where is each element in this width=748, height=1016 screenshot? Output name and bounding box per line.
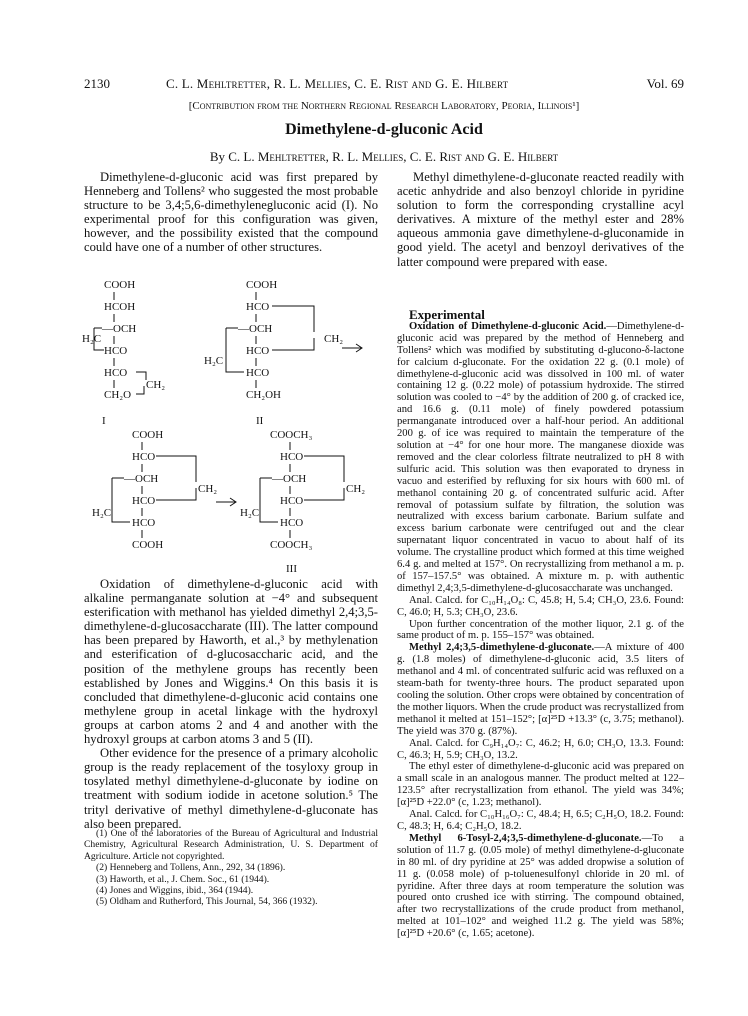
- running-header: [84, 76, 684, 92]
- struct-III-c5: HCO: [280, 517, 304, 529]
- exp-tosyl-text: —To a solution of 11.7 g. (0.05 mole) of methyl dimethylene-d-gluconate in 80 ml. of dry pyridine at 25° was added dropwise a solution of 11 g. (0.058 mole) of p-toluenesulfonyl chloride in 20 ml. of pyridine. After three days at room temperature the solution was poured onto crushed ice with stirring. The compound obtained, after two recrystallizations of the crude product from methanol, melted at 101–102° and weighed 11.2 g. The yield was 58%; [α]²⁵D +20.6° (c, 1.65; acetone).: [397, 832, 684, 940]
- structure-II: [204, 279, 362, 427]
- exp-oxidation-head: Oxidation of Dimethylene-d-gluconic Acid.: [409, 320, 607, 332]
- struct-II-label: II: [256, 415, 264, 427]
- structure-III: [240, 429, 365, 575]
- footnote-3: (3) Haworth, et al., J. Chem. Soc., 61 (1944).: [96, 873, 270, 885]
- structure-I: [82, 279, 165, 427]
- exp-tosyl: [397, 833, 684, 940]
- struct-acid-c1: COOH: [132, 429, 164, 441]
- struct-I-c4: HCO: [104, 345, 128, 357]
- struct-II-c2: HCO: [246, 301, 270, 313]
- header-authors: C. L. Mehltretter, R. L. Mellies, C. E. Rist and G. E. Hilbert: [166, 76, 509, 91]
- struct-II-c4: HCO: [246, 345, 270, 357]
- acyl-paragraph: Methyl dimethylene-d-gluconate reacted readily with acetic anhydride and also benzoyl chloride in pyridine solution to form the corresponding crystalline acyl derivatives. A mixture of the methyl ester and 28% aqueous ammonia gave dimethylene-d-gluconamide in good yield. The acetyl and benzoyl derivatives of the latter compound were prepared with ease.: [397, 170, 684, 269]
- struct-II-ch2: CH₂: [324, 333, 344, 345]
- footnote-2: (2) Henneberg and Tollens, Ann., 292, 34 (1896).: [96, 862, 286, 874]
- struct-I-rings: [94, 328, 146, 394]
- struct-III-ch2: CH₂: [346, 483, 366, 495]
- byline: [84, 149, 684, 165]
- struct-I-c3: —OCH: [102, 323, 137, 335]
- byline-by: By: [209, 149, 225, 164]
- arrow-icon: [216, 498, 236, 506]
- struct-I-c6: CH₂O: [104, 389, 132, 401]
- right-column-intro: [397, 170, 684, 269]
- struct-acid-c6: COOH: [132, 539, 164, 551]
- struct-III-c6: COOCH₃: [270, 539, 313, 551]
- footnotes: [84, 828, 378, 908]
- struct-I-c2: HCOH: [104, 301, 136, 313]
- footnote-1: (1) One of the laboratories of the Bureau of Agricultural and Industrial Chemistry, Agricultural Research Administration, U. S. Department of Agriculture. Article not copyrighted.: [84, 828, 378, 862]
- exp-methyl-anal: Anal. Calcd. for C₉H₁₄O₇: C, 46.2; H, 6.0; CH₃O, 13.3. Found: C, 46.3; H, 5.9; CH₃O, 13.2.: [397, 737, 684, 761]
- arrow-icon: [342, 344, 362, 352]
- struct-acid-h2c: H₂C: [92, 507, 112, 519]
- byline-names: C. L. Mehltretter, R. L. Mellies, C. E. Rist and G. E. Hilbert: [228, 149, 559, 164]
- struct-III-c3: —OCH: [272, 473, 307, 485]
- exp-methyl-text: —A mixture of 400 g. (1.8 moles) of dimethylene-d-gluconic acid, 3.5 liters of methanol and 4 ml. of concentrated sulfuric acid was refluxed on a steam-bath for twenty-three hours. The product separated upon cooling the solution. Other crops were obtained by concentration of the mother liquors. When the crude product was recrystallized from methanol it melted at 151–152°; [α]²⁵D +13.3° (c, 3.75; methanol). The yield was 370 g. (87%).: [397, 642, 684, 737]
- left-column-intro: [84, 170, 378, 255]
- struct-acid-c2: HCO: [132, 451, 156, 463]
- exp-tosyl-head: Methyl 6-Tosyl-2,4;3,5-dimethylene-d-gluconate.: [409, 832, 642, 844]
- exp-oxidation: [397, 321, 684, 595]
- article-title: Dimethylene-d-gluconic Acid: [285, 121, 483, 138]
- page-number: 2130: [84, 76, 110, 91]
- oxidation-paragraph: Oxidation of dimethylene-d-gluconic acid with alkaline permanganate solution at −4° and subsequent esterification with methanol has yielded dimethyl 2,4;3,5-dimethylene-d-glucosaccharate (III). The latter compound has been prepared by Haworth, et al.,³ by methylenation and esterification of d-glucosaccharic acid, and the position of the methylene groups has recently been established by Jones and Wiggins.⁴ On this basis it is concluded that dimethylene-d-gluconic acid contains one methylene group in acetal linkage with the hydroxyl groups at carbon atoms 2 and 4 and another with the hydroxyl groups at carbon atoms 3 and 5 (II).: [84, 577, 378, 747]
- struct-I-c5: HCO: [104, 367, 128, 379]
- struct-I-label: I: [102, 415, 106, 427]
- struct-III-h2c: H₂C: [240, 507, 260, 519]
- struct-acid-c5: HCO: [132, 517, 156, 529]
- intro-paragraph: Dimethylene-d-gluconic acid was first prepared by Henneberg and Tollens² who suggested the most probable structure to be 3,4;5,6-dimethylenegluconic acid (I). No experimental proof for this configuration was given, however, and the possibility existed that the compound could have one of a number of other structures.: [84, 170, 378, 255]
- experimental-heading: Experimental: [409, 307, 485, 322]
- contribution-note: [Contribution from the Northern Regional Research Laboratory, Peoria, Illinois¹]: [188, 100, 580, 112]
- exp-ethyl-anal: Anal. Calcd. for C₁₀H₁₆O₇: C, 48.4; H, 6.5; C₂H₅O, 18.2. Found: C, 48.3; H, 6.4; C₂H₅O, 18.2.: [397, 809, 684, 832]
- left-column-body: [84, 577, 378, 831]
- struct-II-c6: CH₂OH: [246, 389, 282, 401]
- experimental-section: [397, 309, 684, 940]
- struct-I-ch2: CH₂: [146, 379, 166, 391]
- struct-I-h2c: H₂C: [82, 333, 102, 345]
- struct-II-rings: [226, 306, 314, 372]
- exp-ethyl: The ethyl ester of dimethylene-d-gluconic acid was prepared on a small scale in an analogous manner. The product melted at 122–123.5° after recrystallization from ethanol. The yield was 34%; [α]²⁵D +22.0° (c, 1.23; methanol).: [397, 761, 684, 809]
- volume-label: Vol. 69: [646, 76, 684, 91]
- struct-II-c5: HCO: [246, 367, 270, 379]
- struct-III-c4: HCO: [280, 495, 304, 507]
- struct-acid-ch2: CH₂: [198, 483, 218, 495]
- struct-acid-rings: [112, 456, 196, 522]
- struct-I-c1: COOH: [104, 279, 136, 291]
- struct-II-h2c: H₂C: [204, 355, 224, 367]
- exp-oxidation-anal: Anal. Calcd. for C₁₀H₁₄O₈: C, 45.8; H, 5.4; CH₃O, 23.6. Found: C, 46.0; H, 5.3; CH₃O, 23.6.: [397, 594, 684, 618]
- exp-methyl: [397, 642, 684, 737]
- structural-formulas: [84, 270, 378, 578]
- exp-oxidation-text: —Dimethylene-d-gluconic acid was prepared by the method of Henneberg and Tollens² which was modified by substituting d-glucono-δ-lactone for calcium d-gluconate. For the oxidation 22 g. (0.1 mole) of dimethylene-d-gluconic acid was dissolved in 100 ml. of water containing 12 g. (0.22 mole) of potassium hydroxide. The stirred solution was cooled to −4° by the addition of 200 g. of cracked ice, and 16.6 g. (0.11 mole) of finely powdered potassium permanganate introduced over a half-hour period. An additional 200 g. of ice was required to maintain the temperature of the solution at −4° for one hour more. The manganese dioxide was removed and the clear colorless filtrate neutralized to pH 8 with sulfuric acid. This solution was then evaporated to dryness in vacuo and esterified by refluxing for six hours with 600 ml. of methanol containing 20 g. of concentrated sulfuric acid. After removal of potassium sulfate by filtration, the solution was neutralized with excess barium carbonate. Barium sulfate and excess barium carbonate were centrifuged out and the clear supernatant liquor concentrated in vacuo to about half of its volume. The crystalline product which formed at this time weighed 6.4 g. and melted at 157°. On recrystallizing from methanol a m. p. of 157–157.5° was obtained. A mixture m. p. with authentic dimethyl 2,4;3,5-dimethylene-d-glucosaccharate was unchanged.: [397, 320, 684, 594]
- struct-III-c1: COOCH₃: [270, 429, 313, 441]
- struct-II-c3: —OCH: [238, 323, 273, 335]
- struct-III-c2: HCO: [280, 451, 304, 463]
- exp-methyl-head: Methyl 2,4;3,5-dimethylene-d-gluconate.: [409, 642, 595, 654]
- footnote-4: (4) Jones and Wiggins, ibid., 364 (1944).: [96, 885, 254, 897]
- struct-acid-c3: —OCH: [124, 473, 159, 485]
- structure-acid: [92, 429, 236, 551]
- formula-diagram: [84, 270, 378, 578]
- struct-III-rings: [260, 456, 344, 522]
- evidence-paragraph: Other evidence for the presence of a primary alcoholic group is the ready replacement of the tosyloxy group in tosylated methyl dimethylene-d-gluconate by iodine on treatment with sodium iodide in acetone solution.⁵ The trityl derivative of methyl dimethylene-d-gluconate has also been prepared.: [84, 746, 378, 831]
- struct-acid-c4: HCO: [132, 495, 156, 507]
- footnote-5: (5) Oldham and Rutherford, This Journal, 54, 366 (1932).: [96, 896, 318, 908]
- exp-oxidation-more: Upon further concentration of the mother liquor, 2.1 g. of the same product of m. p. 155–157° was obtained.: [397, 618, 684, 642]
- struct-III-label: III: [286, 563, 297, 575]
- struct-II-c1: COOH: [246, 279, 278, 291]
